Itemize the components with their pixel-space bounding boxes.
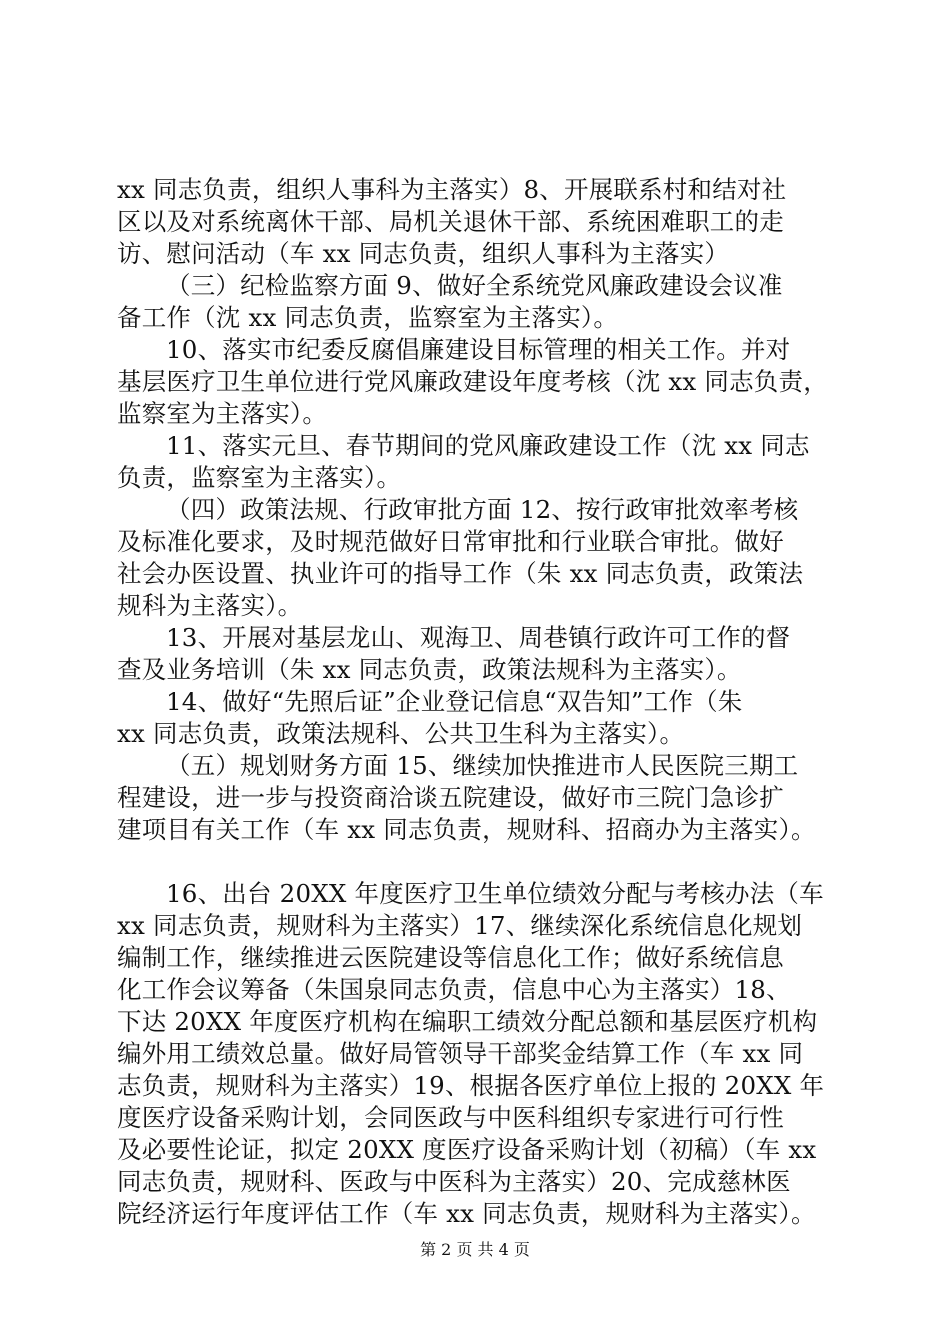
text-line: 10、落实市纪委反腐倡廉建设目标管理的相关工作。并对 — [166, 335, 791, 364]
text-line: 志负责，规财科为主落实）19、根据各医疗单位上报的 20XX 年 — [117, 1071, 825, 1100]
text-line: 化工作会议筹备（朱国泉同志负责，信息中心为主落实）18、 — [117, 975, 791, 1004]
text-line: 程建设，进一步与投资商洽谈五院建设，做好市三院门急诊扩 — [117, 783, 784, 812]
text-line: （五）规划财务方面 15、继续加快推进市人民医院三期工 — [166, 751, 799, 780]
text-line: 下达 20XX 年度医疗机构在编职工绩效分配总额和基层医疗机构 — [117, 1007, 818, 1036]
text-line: 编外用工绩效总量。做好局管领导干部奖金结算工作（车 xx 同 — [117, 1039, 804, 1068]
text-line: 院经济运行年度评估工作（车 xx 同志负责，规财科为主落实）。 — [117, 1199, 816, 1228]
text-line: 同志负责，规财科、医政与中医科为主落实）20、完成慈林医 — [117, 1167, 791, 1196]
text-line: 及标准化要求，及时规范做好日常审批和行业联合审批。做好 — [117, 527, 784, 556]
text-line: 备工作（沈 xx 同志负责，监察室为主落实）。 — [117, 303, 619, 332]
text-line: （三）纪检监察方面 9、做好全系统党风廉政建设会议准 — [166, 271, 783, 300]
text-line: 13、开展对基层龙山、观海卫、周巷镇行政许可工作的督 — [166, 623, 791, 652]
text-line: 访、慰问活动（车 xx 同志负责，组织人事科为主落实） — [117, 239, 730, 268]
text-line: 及必要性论证，拟定 20XX 度医疗设备采购计划（初稿）（车 xx — [117, 1135, 817, 1164]
text-line: 区以及对系统离休干部、局机关退休干部、系统困难职工的走 — [117, 207, 784, 236]
text-line: （四）政策法规、行政审批方面 12、按行政审批效率考核 — [166, 495, 799, 524]
text-line: 14、做好“先照后证”企业登记信息“双告知”工作（朱 — [166, 687, 743, 716]
text-line: 编制工作，继续推进云医院建设等信息化工作；做好系统信息 — [117, 943, 784, 972]
text-line: 基层医疗卫生单位进行党风廉政建设年度考核（沈 xx 同志负责， — [117, 367, 828, 396]
text-line: 查及业务培训（朱 xx 同志负责，政策法规科为主落实）。 — [117, 655, 742, 684]
text-line: 负责，监察室为主落实）。 — [117, 463, 402, 492]
text-line: 社会办医设置、执业许可的指导工作（朱 xx 同志负责，政策法 — [117, 559, 804, 588]
text-line: 16、出台 20XX 年度医疗卫生单位绩效分配与考核办法（车 — [166, 879, 824, 908]
text-line: xx 同志负责，规财科为主落实）17、继续深化系统信息化规划 — [117, 911, 803, 940]
text-line: xx 同志负责，组织人事科为主落实）8、开展联系村和结对社 — [117, 175, 787, 204]
text-line: 监察室为主落实）。 — [117, 399, 328, 428]
text-line: 度医疗设备采购计划，会同医政与中医科组织专家进行可行性 — [117, 1103, 784, 1132]
page-footer: 第 2 页 共 4 页 — [420, 1240, 530, 1259]
text-line: 建项目有关工作（车 xx 同志负责，规财科、招商办为主落实）。 — [117, 815, 816, 844]
text-line: 规科为主落实）。 — [117, 591, 303, 620]
text-line: 11、落实元旦、春节期间的党风廉政建设工作（沈 xx 同志 — [166, 431, 810, 460]
text-line: xx 同志负责，政策法规科、公共卫生科为主落实）。 — [117, 719, 685, 748]
